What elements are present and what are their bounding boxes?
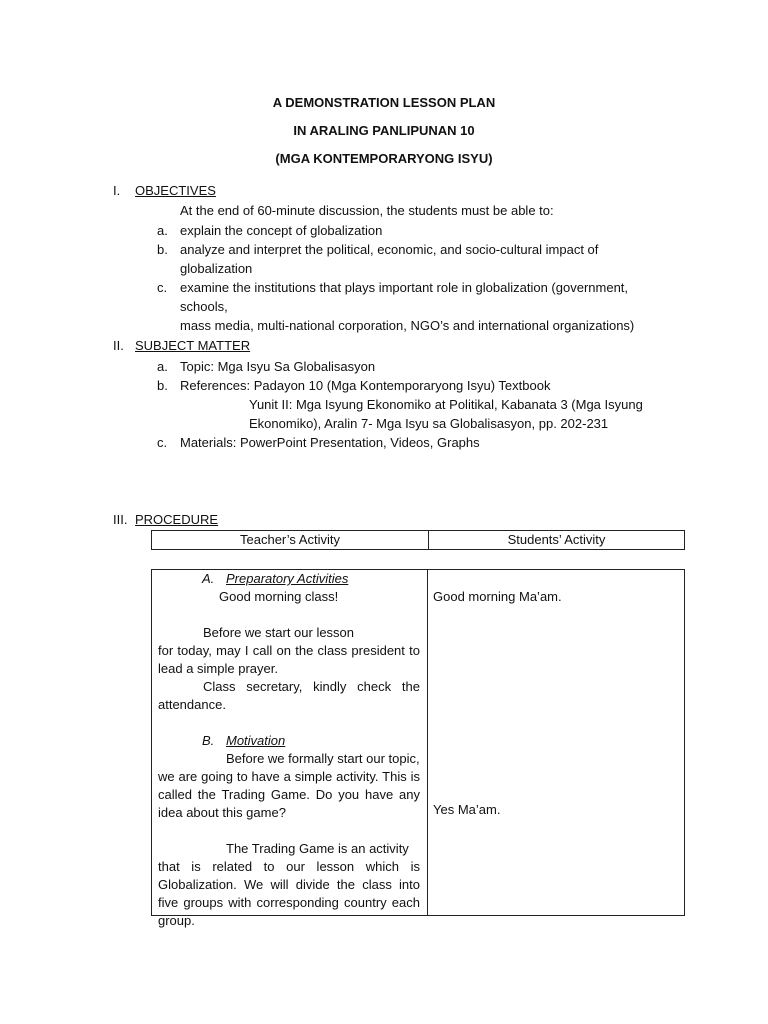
- list-item: [113, 433, 673, 452]
- subsection-preparatory: [158, 570, 420, 588]
- student-response: Good morning Ma’am.: [433, 589, 562, 604]
- document-title: [0, 94, 768, 178]
- list-marker: a.: [157, 359, 168, 374]
- procedure-section: [113, 511, 673, 531]
- list-text: References: Padayon 10 (Mga Kontemporaryong Isyu) Textbook: [180, 378, 551, 393]
- list-text: examine the institutions that plays important role in globalization (government, schools,: [180, 280, 629, 314]
- section-heading: [113, 337, 673, 357]
- list-marker: a.: [157, 223, 168, 238]
- subject-matter-list: [113, 357, 673, 395]
- list-text: analyze and interpret the political, economic, and socio-cultural impact of globalization: [180, 242, 599, 276]
- teacher-line: Before we formally start our topic,: [226, 751, 420, 766]
- references-continuation-1: Yunit II: Mga Isyung Ekonomiko at Politikal, Kabanata 3 (Mga Isyung: [249, 397, 643, 412]
- list-marker: c.: [157, 435, 168, 450]
- spacer: [158, 822, 420, 840]
- list-text: explain the concept of globalization: [180, 223, 383, 238]
- subsection-label: B.: [202, 733, 215, 748]
- section-number: I.: [113, 183, 121, 198]
- references-continuation-2: Ekonomiko), Aralin 7- Mga Isyu sa Globalisasyon, pp. 202-231: [249, 416, 609, 431]
- section-title: PROCEDURE: [135, 512, 219, 527]
- list-text: Topic: Mga Isyu Sa Globalisasyon: [180, 359, 376, 374]
- teacher-line: for today, may I call on the class president to lead a simple prayer.: [158, 643, 420, 676]
- section-heading: [113, 511, 673, 531]
- teacher-line: Before we start our lesson: [203, 625, 355, 640]
- procedure-table-header: [151, 530, 685, 550]
- spacer: [158, 606, 420, 624]
- list-marker: b.: [157, 242, 168, 257]
- students-activity-column: [428, 570, 678, 915]
- teacher-greeting: Good morning class!: [219, 589, 339, 604]
- objectives-list: [113, 221, 673, 316]
- section-number: III.: [113, 512, 128, 527]
- students-activity-header: Students’ Activity: [507, 532, 606, 547]
- procedure-table: [151, 569, 685, 928]
- subsection-motivation: [158, 732, 420, 750]
- subsection-title: Preparatory Activities: [226, 571, 349, 586]
- teacher-line: Class secretary, kindly check the: [203, 679, 420, 694]
- subsection-label: A.: [202, 571, 215, 586]
- title-line-2: IN ARALING PANLIPUNAN 10: [293, 123, 475, 138]
- title-line-1: A DEMONSTRATION LESSON PLAN: [272, 95, 496, 110]
- list-item: [113, 240, 673, 278]
- list-item: [113, 221, 673, 240]
- teacher-activity-column: [152, 570, 428, 928]
- list-marker: b.: [157, 378, 168, 393]
- objectives-section: [113, 182, 673, 335]
- list-item: [113, 278, 673, 316]
- teacher-line: that is related to our lesson which is Globalization. We will divide the class into five groups with corresponding country each group.: [158, 859, 420, 928]
- list-item: [113, 357, 673, 376]
- list-text: Materials: PowerPoint Presentation, Videos, Graphs: [180, 435, 480, 450]
- list-item: [113, 376, 673, 395]
- teacher-activity-header: Teacher’s Activity: [152, 531, 429, 549]
- section-heading: [113, 182, 673, 202]
- teacher-line: The Trading Game is an activity: [226, 841, 409, 856]
- objectives-intro: At the end of 60-minute discussion, the students must be able to:: [180, 203, 554, 218]
- teacher-line: we are going to have a simple activity. This is called the Trading Game. Do you have any idea about this game?: [158, 769, 420, 820]
- subsection-title: Motivation: [226, 733, 286, 748]
- section-title: SUBJECT MATTER: [135, 338, 251, 353]
- section-title: OBJECTIVES: [135, 183, 216, 198]
- subject-matter-section: [113, 337, 673, 452]
- section-number: II.: [113, 338, 124, 353]
- objective-c-continuation: mass media, multi-national corporation, NGO’s and international organizations): [180, 318, 635, 333]
- teacher-line: attendance.: [158, 697, 226, 712]
- list-marker: c.: [157, 280, 168, 295]
- student-response: Yes Ma’am.: [433, 802, 501, 817]
- title-line-3: (MGA KONTEMPORARYONG ISYU): [275, 151, 493, 166]
- spacer: [158, 714, 420, 732]
